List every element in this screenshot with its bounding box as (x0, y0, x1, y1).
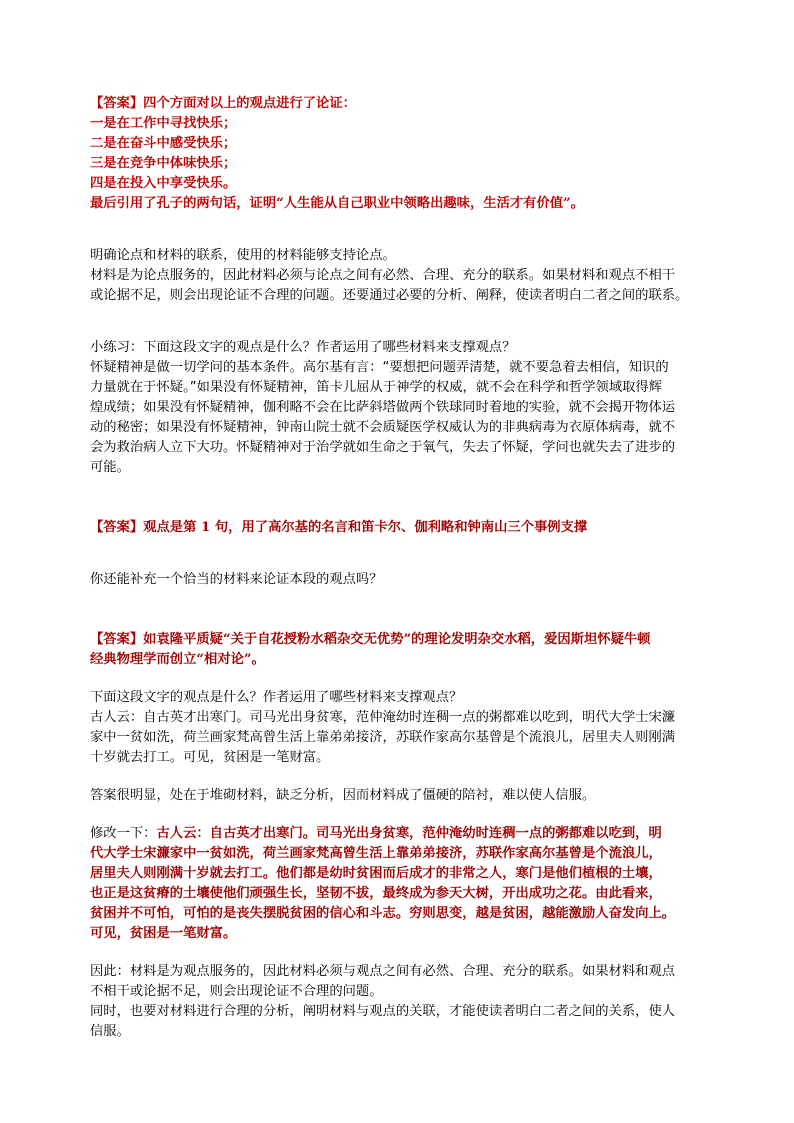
conclusion-paragraph (90, 962, 710, 1042)
answer-point-2: 二是在奋斗中感受快乐； (90, 136, 237, 151)
exercise-line: 煌成绩；如果没有怀疑精神，伽利略不会在比萨斜塔做两个铁球同时着地的实验，就不会揭开物体运 (90, 400, 676, 415)
answer-heading: 【答案】四个方面对以上的观点进行了论证： (90, 96, 356, 111)
answer-block-1 (90, 94, 710, 214)
follow-up-question: 你还能补充一个恰当的材料来论证本段的观点吗？ (90, 572, 383, 587)
revision-line: 贫困并不可怕，可怕的是丧失摆脱贫困的信心和斗志。穷则思变，越是贫困，越能激励人奋发向上。 (90, 906, 676, 921)
answer-line: 经典物理学而创立“相对论”。 (90, 652, 265, 667)
exercise-line: 力量就在于怀疑。”如果没有怀疑精神，笛卡儿屈从于神学的权威，就不会在科学和哲学领域取得辉 (90, 380, 663, 395)
conclusion-line: 不相干或论据不足，则会出现论证不合理的问题。 (90, 984, 383, 999)
conclusion-line: 信服。 (90, 1024, 130, 1039)
exercise-2-question: 下面这段文字的观点是什么？作者运用了哪些材料来支撑观点？ (90, 690, 463, 705)
analysis-text: 答案很明显，处在于堆砌材料，缺乏分析，因而材料成了僵硬的陪衬，难以使人信服。 (90, 788, 596, 803)
answer-point-4: 四是在投入中享受快乐。 (90, 176, 237, 191)
answer-conclusion: 最后引用了孔子的两句话，证明“人生能从自己职业中领略出趣味，生活才有价值”。 (90, 196, 584, 211)
document-page (90, 94, 710, 1042)
exercise-question: 小练习：下面这段文字的观点是什么？作者运用了哪些材料来支撑观点？ (90, 340, 516, 355)
revision-prefix: 修改一下： (90, 826, 157, 841)
intro-line: 材料是为论点服务的，因此材料必须与论点之间有必然、合理、充分的联系。如果材料和观点不相干 (90, 268, 676, 283)
revision-line: 可见，贫困是一笔财富。 (90, 926, 237, 941)
intro-paragraph (90, 246, 710, 306)
revision-line: 代大学士宋濂家中一贫如洗，荷兰画家梵高曾生活上靠弟弟接济，苏联作家高尔基曾是个流浪儿， (90, 846, 662, 861)
exercise-paragraph (90, 338, 710, 478)
conclusion-line: 因此：材料是为观点服务的，因此材料必须与观点之间有必然、合理、充分的联系。如果材料和观点 (90, 964, 676, 979)
exercise-line: 会为救治病人立下大功。怀疑精神对于治学就如生命之于氧气，失去了怀疑，学问也就失去了进步的 (90, 440, 676, 455)
answer-point-1: 一是在工作中寻找快乐； (90, 116, 237, 131)
answer-point-3: 三是在竞争中体味快乐； (90, 156, 237, 171)
revision-paragraph (90, 824, 710, 944)
intro-line: 明确论点和材料的联系，使用的材料能够支持论点。 (90, 248, 396, 263)
intro-line: 或论据不足，则会出现论证不合理的问题。还要通过必要的分析、阐释，使读者明白二者之间的联系。 (90, 288, 689, 303)
answer-block-3 (90, 630, 710, 670)
revision-line: 古人云：自古英才出寒门。司马光出身贫寒，范仲淹幼时连稠一点的粥都难以吃到，明 (156, 826, 662, 841)
conclusion-line: 同时，也要对材料进行合理的分析，阐明材料与观点的关联，才能使读者明白二者之间的关系，使人 (90, 1004, 676, 1019)
exercise-2-line: 十岁就去打工。可见，贫困是一笔财富。 (90, 750, 330, 765)
exercise-2-line: 古人云：自古英才出寒门。司马光出身贫寒，范仲淹幼时连稠一点的粥都难以吃到，明代大学士宋濂 (90, 710, 676, 725)
exercise-2-paragraph (90, 688, 710, 768)
revision-line: 居里夫人则刚满十岁就去打工。他们都是幼时贫困而后成才的非常之人，寒门是他们植根的土壤， (90, 866, 662, 881)
answer-line: 【答案】如袁隆平质疑“关于自花授粉水稻杂交无优势”的理论发明杂交水稻，爱因斯坦怀疑牛顿 (90, 632, 651, 647)
exercise-line: 怀疑精神是做一切学问的基本条件。高尔基有言：“要想把问题弄清楚，就不要急着去相信，知识的 (90, 360, 669, 375)
answer-block-2: 【答案】观点是第 1 句，用了高尔基的名言和笛卡尔、伽利略和钟南山三个事例支撑 (90, 520, 588, 535)
exercise-line: 可能。 (90, 460, 130, 475)
exercise-2-line: 家中一贫如洗，荷兰画家梵高曾生活上靠弟弟接济，苏联作家高尔基曾是个流浪儿，居里夫人则刚满 (90, 730, 676, 745)
revision-line: 也正是这贫瘠的土壤使他们顽强生长，坚韧不拔，最终成为参天大树，开出成功之花。由此看来， (90, 886, 662, 901)
exercise-line: 动的秘密；如果没有怀疑精神，钟南山院士就不会质疑医学权威认为的非典病毒为衣原体病毒，就不 (90, 420, 676, 435)
